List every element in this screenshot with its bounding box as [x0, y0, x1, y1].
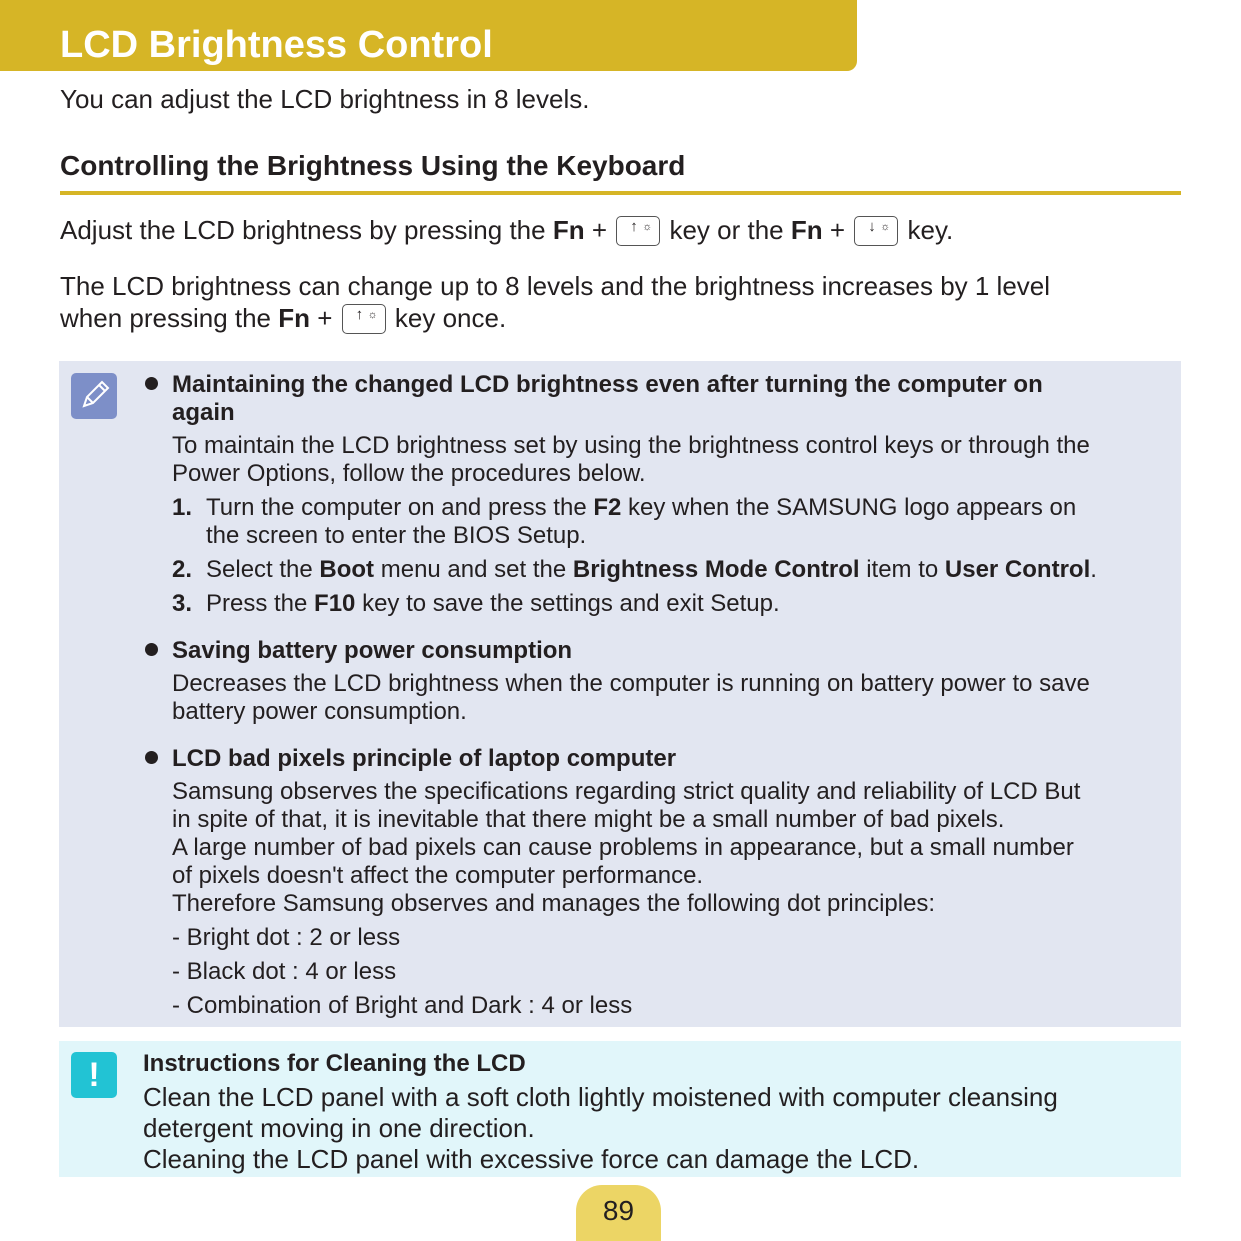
fn-key-label: Fn: [552, 215, 585, 245]
step-1: 1. Turn the computer on and press the F2 key when the SAMSUNG logo appears on the screen to enter the BIOS Setup.: [172, 494, 1077, 549]
paragraph-keys: Adjust the LCD brightness by pressing the Fn + ↑ ☼ key or the Fn + ↓ ☼ key.: [60, 215, 954, 245]
bullet-icon: [145, 377, 158, 390]
note-heading-cont: again: [172, 399, 235, 426]
note-text: To maintain the LCD brightness set by using the brightness control keys or through the Power Options, follow the procedures below.: [172, 432, 1090, 487]
section-heading: Controlling the Brightness Using the Keyboard: [60, 150, 686, 181]
page-number: 89: [602, 1195, 635, 1226]
paragraph-levels: The LCD brightness can change up to 8 levels and the brightness increases by 1 level when pressing the Fn + ↑ ☼ key once.: [60, 271, 1051, 333]
note-heading: Saving battery power consumption: [172, 637, 573, 664]
note-text: Decreases the LCD brightness when the computer is running on battery power to save battery power consumption.: [172, 670, 1090, 725]
step-3: 3. Press the F10 key to save the settings and exit Setup.: [172, 590, 780, 617]
note-heading: LCD bad pixels principle of laptop computer: [172, 745, 677, 772]
pencil-icon: [71, 373, 117, 419]
page-title: LCD Brightness Control: [60, 24, 493, 66]
note-heading: Maintaining the changed LCD brightness even after turning the computer on: [172, 371, 1043, 398]
brightness-up-key-icon: ↑ ☼: [342, 304, 386, 334]
caution-text: Clean the LCD panel with a soft cloth lightly moistened with computer cleansing detergent moving in one direction. Cleaning the LCD panel with excessive force can damage the LCD.: [143, 1082, 1058, 1174]
brightness-up-key-icon: ↑ ☼: [616, 216, 660, 246]
step-2: 2. Select the Boot menu and set the Brightness Mode Control item to User Control.: [172, 556, 1097, 583]
dot-principle-item: - Black dot : 4 or less: [172, 958, 397, 985]
caution-heading: Instructions for Cleaning the LCD: [143, 1050, 526, 1077]
section-rule: [60, 191, 1181, 195]
intro-text: You can adjust the LCD brightness in 8 levels.: [60, 84, 590, 114]
note-text: Samsung observes the specifications regarding strict quality and reliability of LCD But in spite of that, it is inevitable that there might be a small number of bad pixels. A large number of bad pixels can cause problems in appearance, but a small number of pixels doesn't affect the computer performance. Therefore Samsung observes and manages the following dot principles:: [172, 778, 1081, 917]
brightness-down-key-icon: ↓ ☼: [854, 216, 898, 246]
fn-key-label: Fn: [790, 215, 823, 245]
exclamation-icon: !: [71, 1052, 117, 1098]
bullet-icon: [145, 643, 158, 656]
dot-principle-item: - Bright dot : 2 or less: [172, 924, 401, 951]
bullet-icon: [145, 751, 158, 764]
dot-principle-item: - Combination of Bright and Dark : 4 or less: [172, 992, 633, 1019]
